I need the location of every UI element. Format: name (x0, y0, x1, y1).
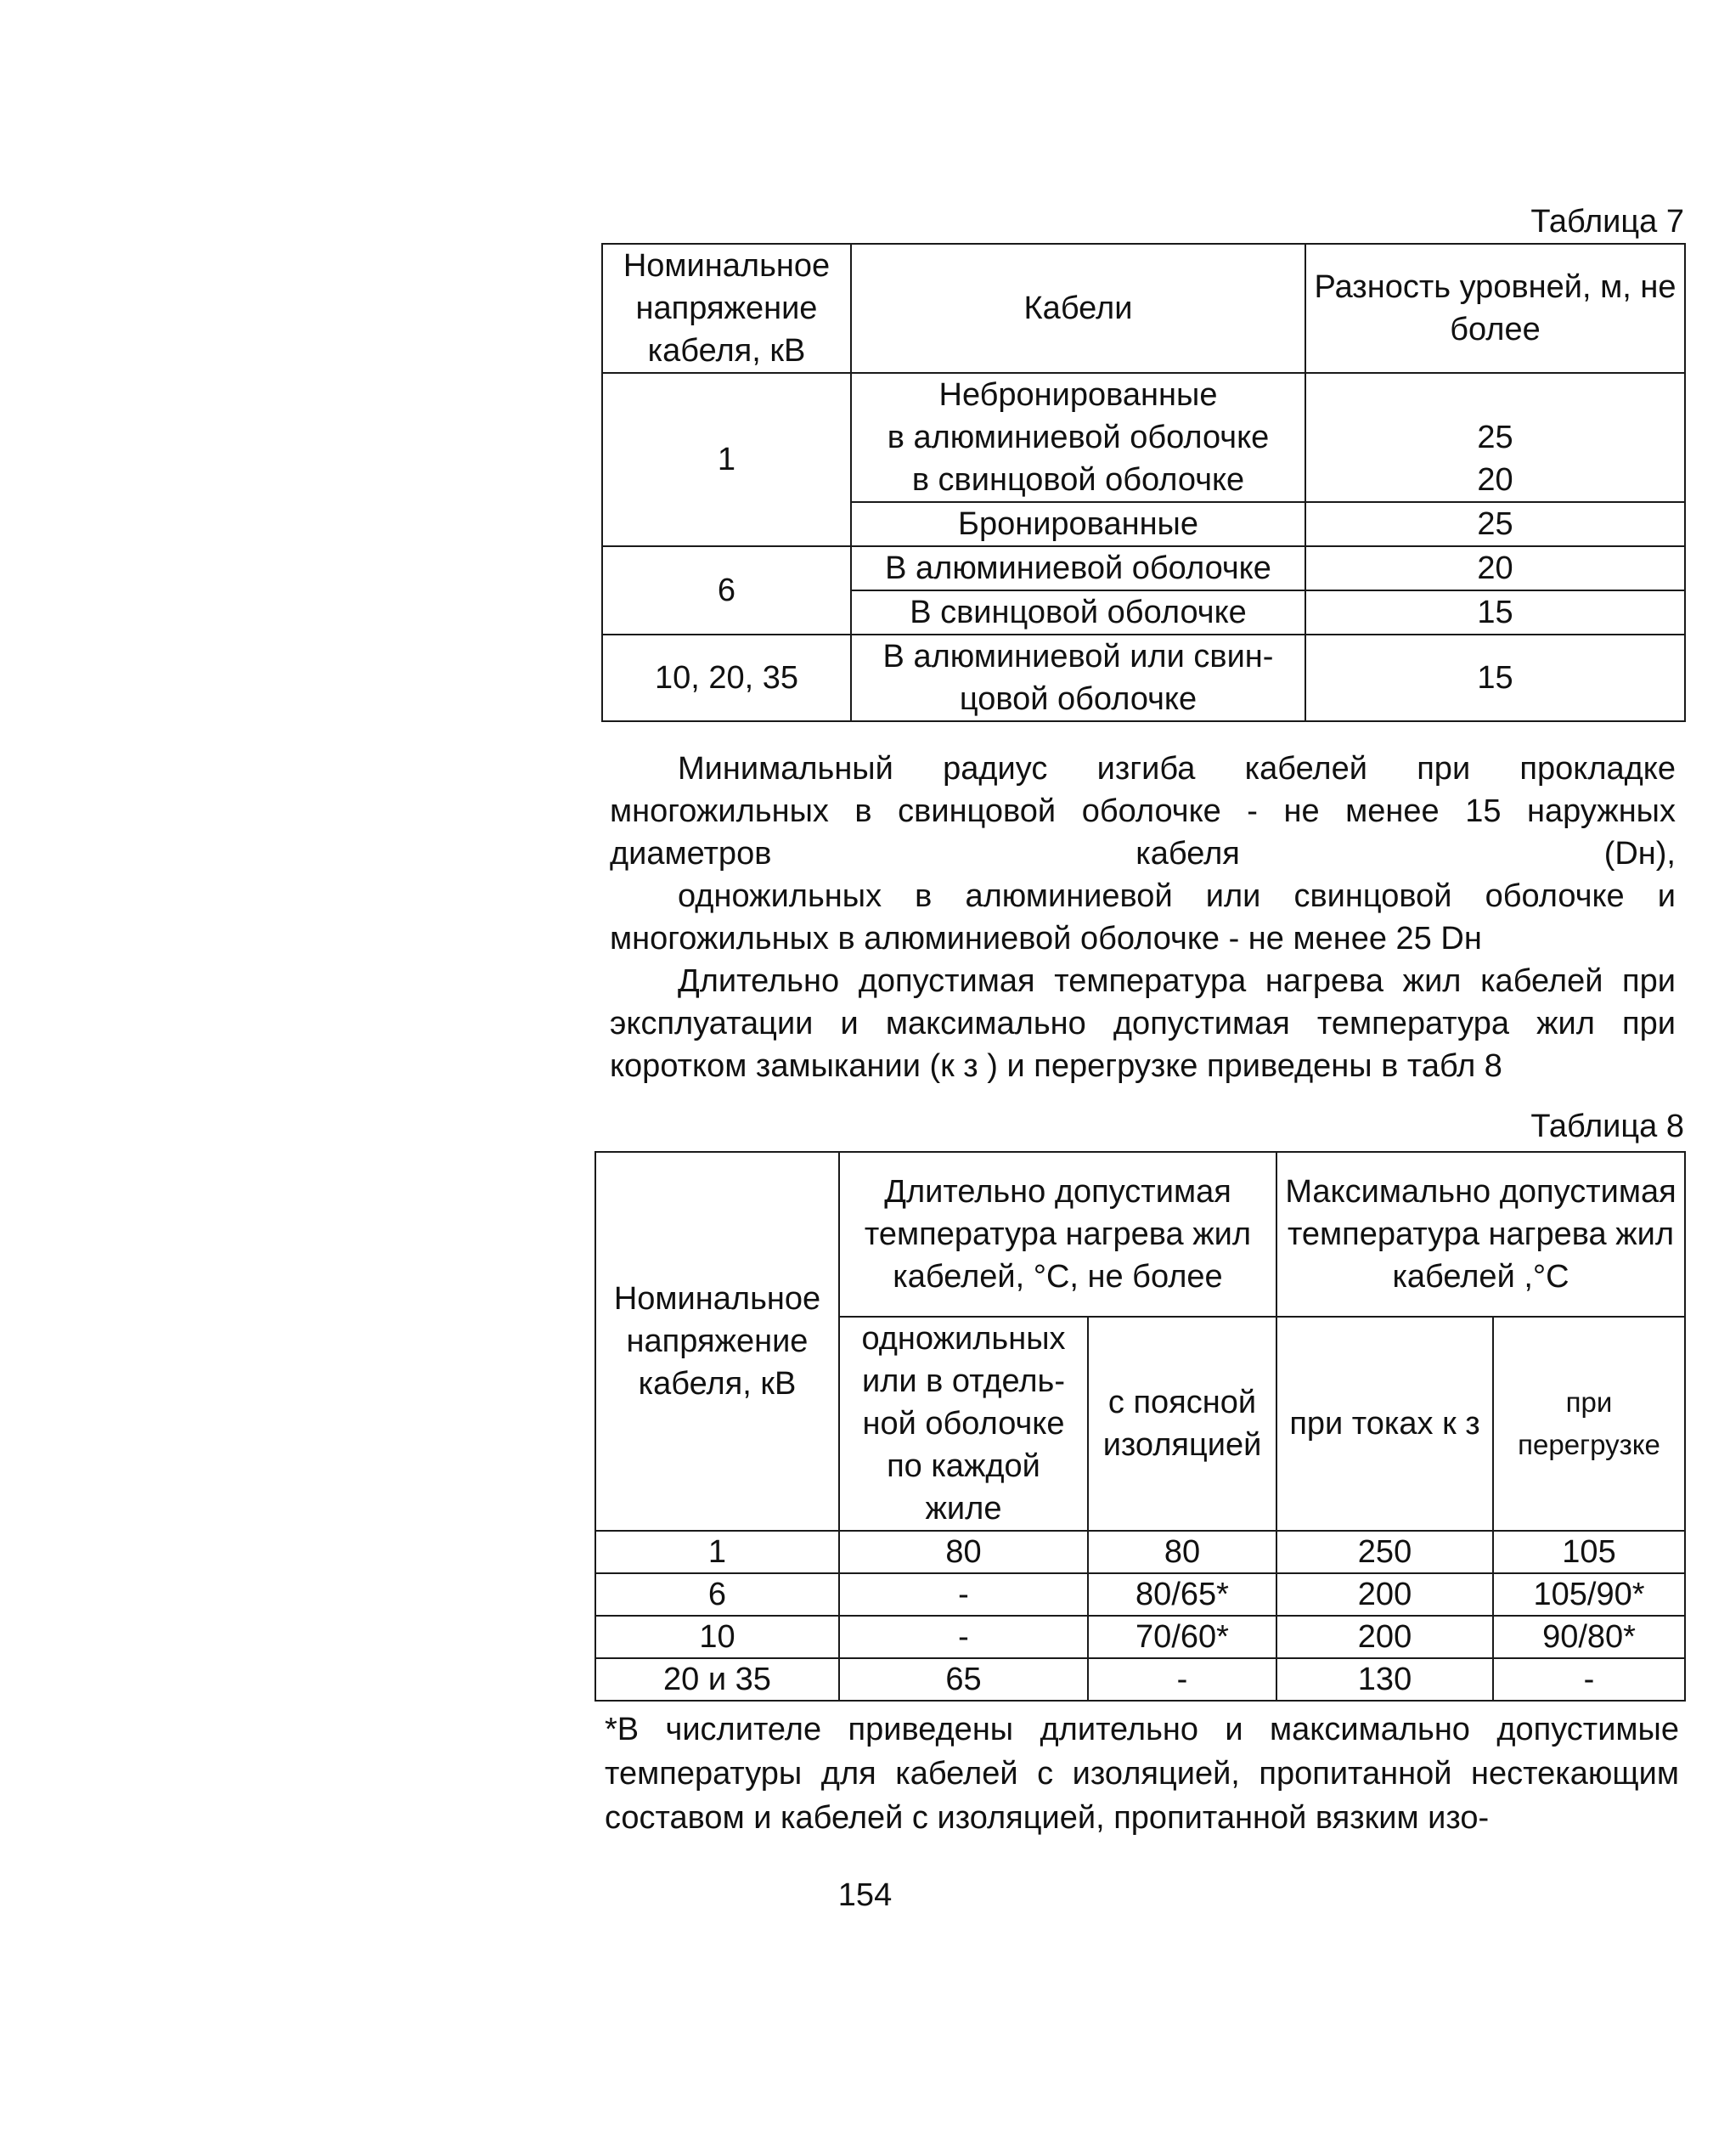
t8-cell: 70/60* (1088, 1616, 1276, 1658)
t8-cell: 10 (595, 1616, 839, 1658)
t8-header-voltage: Номинальное напряжение кабеля, кВ (595, 1152, 839, 1531)
t8-cell: - (1088, 1658, 1276, 1701)
table8-caption: Таблица 8 (1530, 1109, 1684, 1144)
t8-header-max-temp: Максимально допустимая температура нагрева жил кабелей ,°С (1276, 1152, 1685, 1317)
t7-row6-value-al: 20 (1305, 546, 1685, 590)
page-number: 154 (837, 1877, 893, 1913)
t8-cell: 130 (1276, 1658, 1493, 1701)
t7-row1-value-pb: 20 (1477, 462, 1513, 498)
t7-row6-pb: В свинцовой оболочке (851, 590, 1305, 635)
paragraph-3: Длительно допустимая температура нагрева жил кабелей при эксплуатации и максимально допустимая температура жил при коротком замыкании (к з ) и перегрузке приведены в табл 8 (610, 963, 1676, 1084)
t8-cell: - (839, 1616, 1088, 1658)
table-row (595, 1531, 1685, 1573)
t8-header-long-temp: Длительно допустимая температура нагрева жил кабелей, °С, не более (839, 1152, 1276, 1317)
t7-row10-value: 15 (1305, 635, 1685, 721)
table-row (595, 1658, 1685, 1701)
t8-sub-belt-insulation: с поясной изоляцией (1088, 1317, 1276, 1531)
t7-row6-voltage: 6 (602, 546, 851, 635)
t8-cell: 80/65* (1088, 1573, 1276, 1616)
t8-cell: 105 (1493, 1531, 1685, 1573)
t8-cell: 1 (595, 1531, 839, 1573)
table-row (595, 1573, 1685, 1616)
table-row (595, 1616, 1685, 1658)
t7-armored-value: 25 (1305, 502, 1685, 546)
t8-cell: 80 (1088, 1531, 1276, 1573)
t8-cell: 65 (839, 1658, 1088, 1701)
t8-cell: - (1493, 1658, 1685, 1701)
t8-cell: 200 (1276, 1573, 1493, 1616)
t7-row10-cable: В алюминиевой или свин-цовой оболочке (851, 635, 1305, 721)
table-8 (595, 1151, 1686, 1702)
table7-caption-wrap (601, 204, 1684, 241)
t8-cell: 80 (839, 1531, 1088, 1573)
t8-cell: 200 (1276, 1616, 1493, 1658)
t7-row1-unarmored: Небронированные (938, 377, 1218, 413)
t8-cell: 90/80* (1493, 1616, 1685, 1658)
table8-caption-wrap (595, 1109, 1684, 1146)
t8-cell: - (839, 1573, 1088, 1616)
t7-row6-al: В алюминиевой оболочке (851, 546, 1305, 590)
t7-row1-value-al: 25 (1477, 420, 1513, 455)
t7-header-cables: Кабели (851, 244, 1305, 373)
t7-header-level-diff: Разность уровней, м, не более (1305, 244, 1685, 373)
t8-cell: 6 (595, 1573, 839, 1616)
footnote: *В числителе приведены длительно и максимально допустимые температуры для кабелей с изоляцией, пропитанной нестекающим составом и кабелей с изоляцией, пропитанной вязким изо- (605, 1712, 1679, 1836)
paragraph-1: Минимальный радиус изгиба кабелей при прокладке многожильных в свинцовой оболочке - не менее 15 наружных диаметров кабеля (Dн), (610, 751, 1676, 872)
t8-sub-short-circuit: при токах к з (1276, 1317, 1493, 1531)
t8-cell: 20 и 35 (595, 1658, 839, 1701)
t7-row6-value-pb: 15 (1305, 590, 1685, 635)
t7-row1-cables (851, 373, 1305, 502)
t7-row1-voltage: 1 (602, 373, 851, 546)
t7-row1-pb: в свинцовой оболочке (911, 462, 1245, 498)
t7-row10-voltage: 10, 20, 35 (602, 635, 851, 721)
t8-sub-overload: при перегрузке (1493, 1317, 1685, 1531)
t8-cell: 105/90* (1493, 1573, 1685, 1616)
table7-caption: Таблица 7 (1530, 204, 1684, 240)
t8-cell: 250 (1276, 1531, 1493, 1573)
t7-armored-cable: Бронированные (851, 502, 1305, 546)
t7-row1-values (1305, 373, 1685, 502)
paragraph-2: одножильных в алюминиевой или свинцовой оболочке и многожильных в алюминиевой оболочке - не менее 25 Dн (610, 878, 1676, 957)
t7-header-voltage: Номинальное напряжение кабеля, кВ (602, 244, 851, 373)
t7-row1-al: в алюминиевой оболочке (887, 420, 1270, 455)
table-7 (601, 243, 1686, 722)
t8-sub-single-sheath: одножильных или в отдель-ной оболочке по каждой жиле (839, 1317, 1088, 1531)
